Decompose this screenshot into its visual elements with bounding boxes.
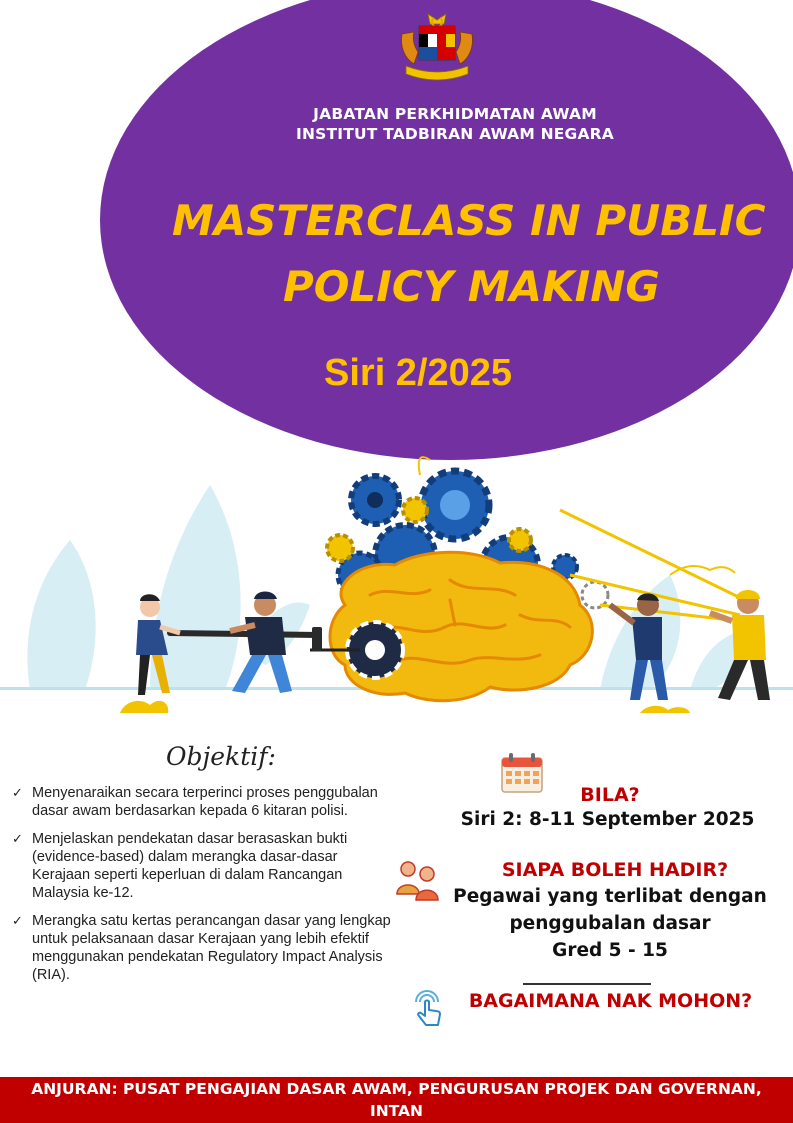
- objective-item: [12, 830, 397, 902]
- organisation-name-jpa: JABATAN PERKHIDMATAN AWAM: [313, 105, 597, 123]
- series-label: Siri 2/2025: [324, 352, 513, 394]
- section-divider: [523, 983, 651, 985]
- objective-item: [12, 784, 397, 820]
- who-line2: penggubalan dasar: [509, 913, 711, 934]
- objective-text: Menyenaraikan secara terperinci proses penggubalan dasar awam berdasarkan kepada 6 kitaran polisi.: [32, 785, 378, 819]
- objectives-list: [12, 784, 397, 994]
- people-group-icon: [395, 856, 441, 902]
- malaysia-coat-of-arms-logo: [398, 12, 476, 84]
- who-heading: SIAPA BOLEH HADIR?: [501, 859, 729, 881]
- footer-line1: ANJURAN: PUSAT PENGAJIAN DASAR AWAM, PENGURUSAN PROJEK DAN GOVERNAN,: [31, 1080, 762, 1098]
- when-heading: BILA?: [580, 784, 640, 806]
- checkmark-icon: ✓: [12, 831, 23, 846]
- who-line3: Gred 5 - 15: [552, 940, 668, 961]
- who-line1: Pegawai yang terlibat dengan: [453, 886, 767, 907]
- apply-heading[interactable]: BAGAIMANA NAK MOHON?: [468, 990, 753, 1012]
- objective-text: Merangka satu kertas perancangan dasar yang lengkap untuk pelaksanaan dasar Kerajaan yang lebih efektif menggunakan pendekatan Regulatory Impact Analysis (RIA).: [32, 913, 391, 983]
- organiser-footer: [0, 1077, 793, 1123]
- page-title-line1: MASTERCLASS IN PUBLIC: [172, 196, 766, 245]
- objective-item: [12, 912, 397, 984]
- objective-text: Menjelaskan pendekatan dasar berasaskan bukti (evidence-based) dalam merangka dasar-dasar Kerajaan seperti keperluan di dalam Rancangan Malaysia ke-12.: [32, 831, 348, 901]
- objectives-heading: Objektif:: [166, 742, 276, 771]
- tap-finger-icon: [410, 988, 446, 1030]
- when-value: Siri 2: 8-11 September 2025: [460, 809, 755, 830]
- footer-line2: INTAN: [369, 1102, 424, 1120]
- organisation-name-intan: INSTITUT TADBIRAN AWAM NEGARA: [295, 125, 614, 143]
- brain-gears-teamwork-illustration: [0, 455, 793, 720]
- checkmark-icon: ✓: [12, 785, 23, 800]
- checkmark-icon: ✓: [12, 913, 23, 928]
- page-title-line2: POLICY MAKING: [283, 262, 660, 311]
